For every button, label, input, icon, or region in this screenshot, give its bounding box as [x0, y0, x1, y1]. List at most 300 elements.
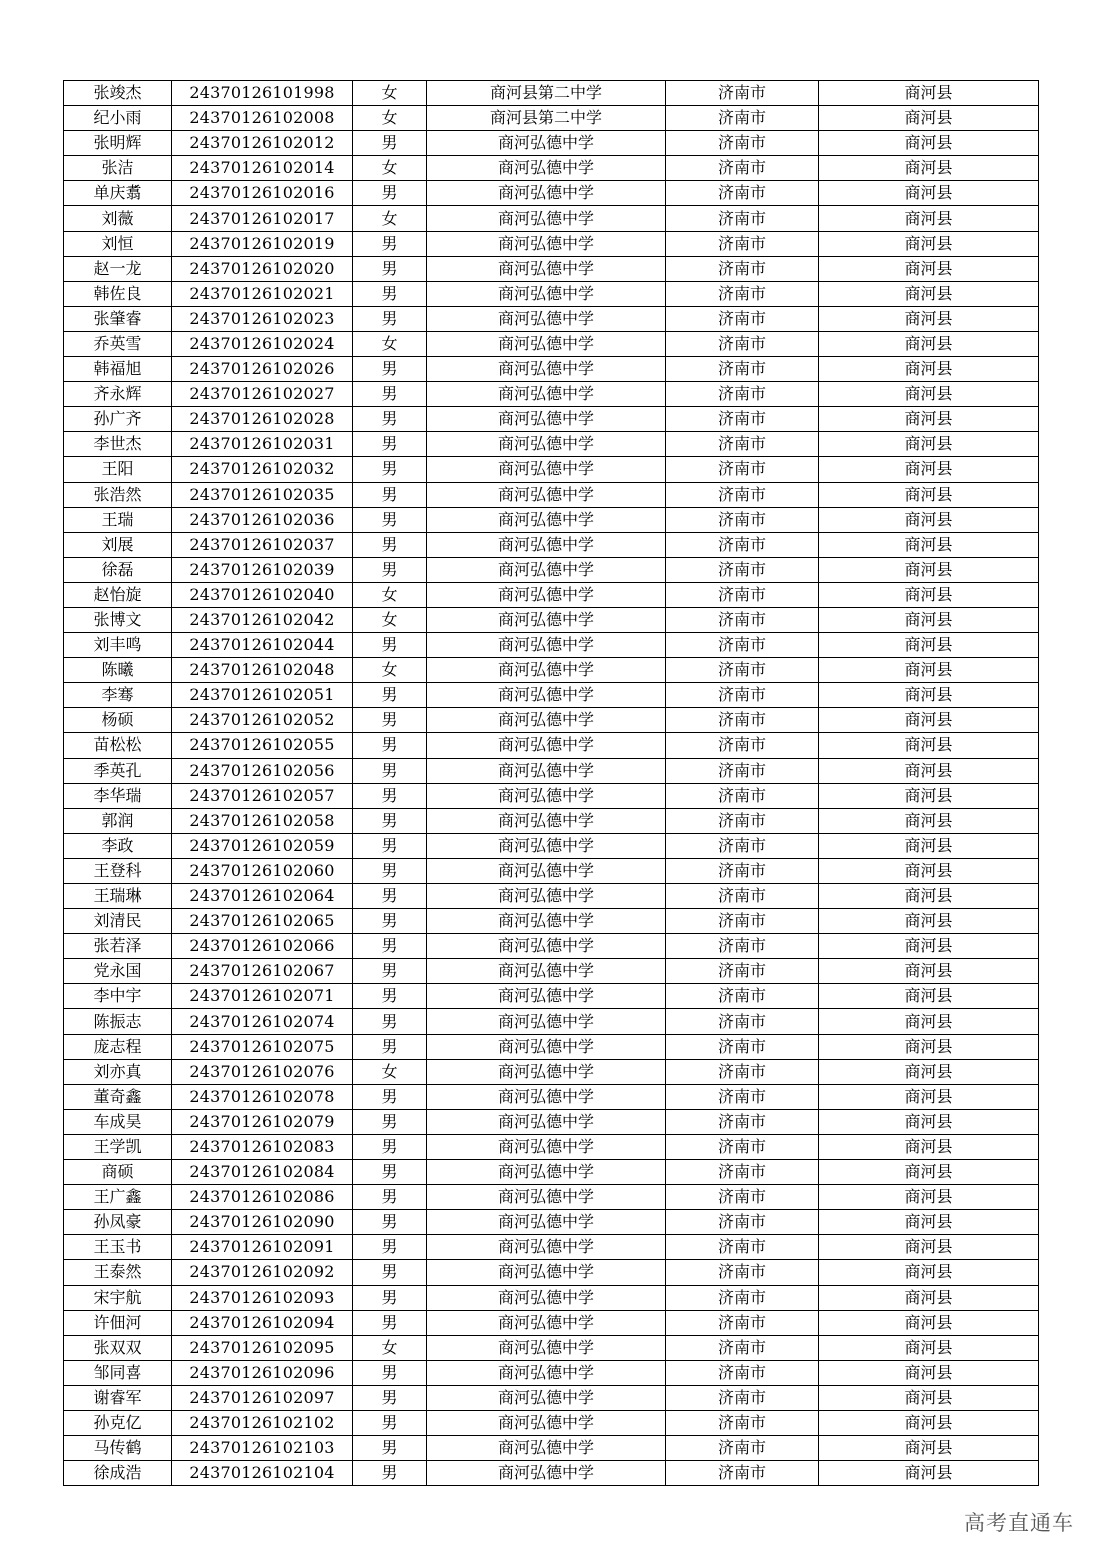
- table-row: [64, 658, 1039, 683]
- table-row: [64, 1360, 1039, 1385]
- city-cell: 济南市: [666, 81, 819, 106]
- county-cell: 商河县: [819, 1009, 1039, 1034]
- exam-number-cell: 24370126102028: [172, 407, 353, 432]
- exam-number-cell: 24370126102020: [172, 256, 353, 281]
- school-cell: 商河弘德中学: [427, 131, 666, 156]
- table-row: [64, 557, 1039, 582]
- county-cell: 商河县: [819, 1310, 1039, 1335]
- school-cell: 商河县第二中学: [427, 81, 666, 106]
- county-cell: 商河县: [819, 131, 1039, 156]
- school-cell: 商河弘德中学: [427, 206, 666, 231]
- table-row: [64, 231, 1039, 256]
- table-row: [64, 507, 1039, 532]
- name-cell: 陈振志: [64, 1009, 172, 1034]
- exam-number-cell: 24370126102102: [172, 1410, 353, 1435]
- gender-cell: 女: [353, 156, 427, 181]
- name-cell: 王阳: [64, 457, 172, 482]
- city-cell: 济南市: [666, 658, 819, 683]
- county-cell: 商河县: [819, 984, 1039, 1009]
- table-row: [64, 783, 1039, 808]
- table-row: [64, 582, 1039, 607]
- name-cell: 王广鑫: [64, 1185, 172, 1210]
- gender-cell: 男: [353, 482, 427, 507]
- table-row: [64, 81, 1039, 106]
- gender-cell: 男: [353, 833, 427, 858]
- county-cell: 商河县: [819, 959, 1039, 984]
- table-row: [64, 909, 1039, 934]
- name-cell: 刘亦真: [64, 1059, 172, 1084]
- gender-cell: 男: [353, 1436, 427, 1461]
- city-cell: 济南市: [666, 306, 819, 331]
- table-row: [64, 1009, 1039, 1034]
- exam-number-cell: 24370126102048: [172, 658, 353, 683]
- county-cell: 商河县: [819, 1185, 1039, 1210]
- gender-cell: 男: [353, 357, 427, 382]
- exam-number-cell: 24370126102076: [172, 1059, 353, 1084]
- city-cell: 济南市: [666, 909, 819, 934]
- gender-cell: 男: [353, 1235, 427, 1260]
- name-cell: 赵一龙: [64, 256, 172, 281]
- city-cell: 济南市: [666, 482, 819, 507]
- school-cell: 商河弘德中学: [427, 557, 666, 582]
- city-cell: 济南市: [666, 1360, 819, 1385]
- exam-number-cell: 24370126102093: [172, 1285, 353, 1310]
- county-cell: 商河县: [819, 1360, 1039, 1385]
- name-cell: 王学凯: [64, 1134, 172, 1159]
- gender-cell: 男: [353, 1260, 427, 1285]
- gender-cell: 男: [353, 1310, 427, 1335]
- city-cell: 济南市: [666, 357, 819, 382]
- table-row: [64, 1260, 1039, 1285]
- gender-cell: 男: [353, 231, 427, 256]
- table-row: [64, 1059, 1039, 1084]
- school-cell: 商河弘德中学: [427, 1360, 666, 1385]
- city-cell: 济南市: [666, 1185, 819, 1210]
- county-cell: 商河县: [819, 1385, 1039, 1410]
- county-cell: 商河县: [819, 783, 1039, 808]
- exam-number-cell: 24370126102008: [172, 106, 353, 131]
- table-row: [64, 758, 1039, 783]
- gender-cell: 女: [353, 206, 427, 231]
- table-row: [64, 1310, 1039, 1335]
- gender-cell: 男: [353, 1185, 427, 1210]
- county-cell: 商河县: [819, 306, 1039, 331]
- county-cell: 商河县: [819, 858, 1039, 883]
- gender-cell: 男: [353, 407, 427, 432]
- city-cell: 济南市: [666, 457, 819, 482]
- exam-number-cell: 24370126102027: [172, 382, 353, 407]
- county-cell: 商河县: [819, 457, 1039, 482]
- exam-number-cell: 24370126102051: [172, 683, 353, 708]
- gender-cell: 男: [353, 1461, 427, 1486]
- name-cell: 李华瑞: [64, 783, 172, 808]
- exam-number-cell: 24370126102042: [172, 607, 353, 632]
- gender-cell: 男: [353, 256, 427, 281]
- city-cell: 济南市: [666, 407, 819, 432]
- table-row: [64, 808, 1039, 833]
- school-cell: 商河弘德中学: [427, 231, 666, 256]
- school-cell: 商河弘德中学: [427, 884, 666, 909]
- name-cell: 韩佐良: [64, 281, 172, 306]
- school-cell: 商河弘德中学: [427, 1009, 666, 1034]
- gender-cell: 女: [353, 607, 427, 632]
- school-cell: 商河弘德中学: [427, 959, 666, 984]
- gender-cell: 女: [353, 81, 427, 106]
- city-cell: 济南市: [666, 884, 819, 909]
- table-row: [64, 482, 1039, 507]
- city-cell: 济南市: [666, 1385, 819, 1410]
- exam-number-cell: 24370126102017: [172, 206, 353, 231]
- county-cell: 商河县: [819, 1084, 1039, 1109]
- gender-cell: 男: [353, 457, 427, 482]
- name-cell: 孙克亿: [64, 1410, 172, 1435]
- table-row: [64, 607, 1039, 632]
- exam-number-cell: 24370126102016: [172, 181, 353, 206]
- school-cell: 商河弘德中学: [427, 407, 666, 432]
- student-roster-table: [63, 80, 1039, 1486]
- name-cell: 季英孔: [64, 758, 172, 783]
- gender-cell: 男: [353, 1385, 427, 1410]
- school-cell: 商河弘德中学: [427, 758, 666, 783]
- name-cell: 纪小雨: [64, 106, 172, 131]
- exam-number-cell: 24370126102097: [172, 1385, 353, 1410]
- table-row: [64, 181, 1039, 206]
- table-row: [64, 1084, 1039, 1109]
- name-cell: 苗松松: [64, 733, 172, 758]
- table-row: [64, 1160, 1039, 1185]
- table-row: [64, 1185, 1039, 1210]
- name-cell: 徐成浩: [64, 1461, 172, 1486]
- table-row: [64, 1134, 1039, 1159]
- county-cell: 商河县: [819, 1335, 1039, 1360]
- exam-number-cell: 24370126101998: [172, 81, 353, 106]
- table-row: [64, 1385, 1039, 1410]
- school-cell: 商河弘德中学: [427, 934, 666, 959]
- school-cell: 商河弘德中学: [427, 909, 666, 934]
- county-cell: 商河县: [819, 1210, 1039, 1235]
- table-row: [64, 1034, 1039, 1059]
- name-cell: 李世杰: [64, 432, 172, 457]
- gender-cell: 女: [353, 106, 427, 131]
- exam-number-cell: 24370126102079: [172, 1109, 353, 1134]
- name-cell: 郭润: [64, 808, 172, 833]
- table-row: [64, 1461, 1039, 1486]
- name-cell: 单庆翥: [64, 181, 172, 206]
- school-cell: 商河弘德中学: [427, 1160, 666, 1185]
- table-row: [64, 106, 1039, 131]
- city-cell: 济南市: [666, 783, 819, 808]
- city-cell: 济南市: [666, 959, 819, 984]
- exam-number-cell: 24370126102083: [172, 1134, 353, 1159]
- city-cell: 济南市: [666, 1210, 819, 1235]
- gender-cell: 男: [353, 1034, 427, 1059]
- table-row: [64, 959, 1039, 984]
- school-cell: 商河弘德中学: [427, 1210, 666, 1235]
- gender-cell: 男: [353, 1285, 427, 1310]
- exam-number-cell: 24370126102014: [172, 156, 353, 181]
- school-cell: 商河弘德中学: [427, 156, 666, 181]
- county-cell: 商河县: [819, 607, 1039, 632]
- gender-cell: 男: [353, 557, 427, 582]
- exam-number-cell: 24370126102039: [172, 557, 353, 582]
- county-cell: 商河县: [819, 1034, 1039, 1059]
- name-cell: 董奇鑫: [64, 1084, 172, 1109]
- city-cell: 济南市: [666, 1059, 819, 1084]
- exam-number-cell: 24370126102092: [172, 1260, 353, 1285]
- exam-number-cell: 24370126102060: [172, 858, 353, 883]
- county-cell: 商河县: [819, 507, 1039, 532]
- city-cell: 济南市: [666, 833, 819, 858]
- city-cell: 济南市: [666, 984, 819, 1009]
- city-cell: 济南市: [666, 808, 819, 833]
- city-cell: 济南市: [666, 1009, 819, 1034]
- gender-cell: 男: [353, 281, 427, 306]
- name-cell: 赵怡旋: [64, 582, 172, 607]
- city-cell: 济南市: [666, 1034, 819, 1059]
- name-cell: 李骞: [64, 683, 172, 708]
- city-cell: 济南市: [666, 934, 819, 959]
- name-cell: 孙凤豪: [64, 1210, 172, 1235]
- table-row: [64, 532, 1039, 557]
- table-row: [64, 131, 1039, 156]
- county-cell: 商河县: [819, 909, 1039, 934]
- school-cell: 商河弘德中学: [427, 181, 666, 206]
- gender-cell: 男: [353, 909, 427, 934]
- county-cell: 商河县: [819, 1436, 1039, 1461]
- name-cell: 刘薇: [64, 206, 172, 231]
- school-cell: 商河弘德中学: [427, 658, 666, 683]
- school-cell: 商河弘德中学: [427, 256, 666, 281]
- gender-cell: 男: [353, 733, 427, 758]
- gender-cell: 男: [353, 1210, 427, 1235]
- school-cell: 商河弘德中学: [427, 306, 666, 331]
- gender-cell: 女: [353, 1335, 427, 1360]
- table-row: [64, 1285, 1039, 1310]
- school-cell: 商河弘德中学: [427, 281, 666, 306]
- table-row: [64, 633, 1039, 658]
- exam-number-cell: 24370126102037: [172, 532, 353, 557]
- school-cell: 商河弘德中学: [427, 858, 666, 883]
- county-cell: 商河县: [819, 582, 1039, 607]
- gender-cell: 男: [353, 758, 427, 783]
- name-cell: 齐永辉: [64, 382, 172, 407]
- exam-number-cell: 24370126102052: [172, 708, 353, 733]
- county-cell: 商河县: [819, 432, 1039, 457]
- table-row: [64, 382, 1039, 407]
- city-cell: 济南市: [666, 382, 819, 407]
- school-cell: 商河弘德中学: [427, 683, 666, 708]
- gender-cell: 男: [353, 1084, 427, 1109]
- school-cell: 商河弘德中学: [427, 1436, 666, 1461]
- school-cell: 商河弘德中学: [427, 357, 666, 382]
- exam-number-cell: 24370126102019: [172, 231, 353, 256]
- table-row: [64, 1235, 1039, 1260]
- school-cell: 商河弘德中学: [427, 457, 666, 482]
- table-row: [64, 407, 1039, 432]
- county-cell: 商河县: [819, 1160, 1039, 1185]
- school-cell: 商河弘德中学: [427, 1410, 666, 1435]
- gender-cell: 男: [353, 683, 427, 708]
- county-cell: 商河县: [819, 708, 1039, 733]
- school-cell: 商河弘德中学: [427, 1335, 666, 1360]
- school-cell: 商河弘德中学: [427, 1285, 666, 1310]
- county-cell: 商河县: [819, 1134, 1039, 1159]
- name-cell: 张博文: [64, 607, 172, 632]
- county-cell: 商河县: [819, 181, 1039, 206]
- school-cell: 商河弘德中学: [427, 1461, 666, 1486]
- city-cell: 济南市: [666, 1436, 819, 1461]
- name-cell: 许佃河: [64, 1310, 172, 1335]
- county-cell: 商河县: [819, 407, 1039, 432]
- name-cell: 韩福旭: [64, 357, 172, 382]
- name-cell: 党永国: [64, 959, 172, 984]
- exam-number-cell: 24370126102059: [172, 833, 353, 858]
- table-row: [64, 1210, 1039, 1235]
- school-cell: 商河弘德中学: [427, 1235, 666, 1260]
- school-cell: 商河县第二中学: [427, 106, 666, 131]
- city-cell: 济南市: [666, 1134, 819, 1159]
- county-cell: 商河县: [819, 482, 1039, 507]
- county-cell: 商河县: [819, 1260, 1039, 1285]
- school-cell: 商河弘德中学: [427, 582, 666, 607]
- exam-number-cell: 24370126102040: [172, 582, 353, 607]
- exam-number-cell: 24370126102026: [172, 357, 353, 382]
- name-cell: 乔英雪: [64, 331, 172, 356]
- exam-number-cell: 24370126102064: [172, 884, 353, 909]
- county-cell: 商河县: [819, 1235, 1039, 1260]
- school-cell: 商河弘德中学: [427, 331, 666, 356]
- table-row: [64, 256, 1039, 281]
- table-row: [64, 281, 1039, 306]
- exam-number-cell: 24370126102090: [172, 1210, 353, 1235]
- city-cell: 济南市: [666, 507, 819, 532]
- exam-number-cell: 24370126102104: [172, 1461, 353, 1486]
- name-cell: 徐磊: [64, 557, 172, 582]
- school-cell: 商河弘德中学: [427, 1385, 666, 1410]
- school-cell: 商河弘德中学: [427, 382, 666, 407]
- city-cell: 济南市: [666, 1160, 819, 1185]
- city-cell: 济南市: [666, 1310, 819, 1335]
- name-cell: 王玉书: [64, 1235, 172, 1260]
- name-cell: 王泰然: [64, 1260, 172, 1285]
- school-cell: 商河弘德中学: [427, 984, 666, 1009]
- name-cell: 刘展: [64, 532, 172, 557]
- school-cell: 商河弘德中学: [427, 1034, 666, 1059]
- gender-cell: 男: [353, 1360, 427, 1385]
- city-cell: 济南市: [666, 557, 819, 582]
- city-cell: 济南市: [666, 1410, 819, 1435]
- name-cell: 张竣杰: [64, 81, 172, 106]
- city-cell: 济南市: [666, 256, 819, 281]
- city-cell: 济南市: [666, 532, 819, 557]
- table-row: [64, 934, 1039, 959]
- city-cell: 济南市: [666, 582, 819, 607]
- city-cell: 济南市: [666, 331, 819, 356]
- exam-number-cell: 24370126102094: [172, 1310, 353, 1335]
- county-cell: 商河县: [819, 557, 1039, 582]
- county-cell: 商河县: [819, 256, 1039, 281]
- exam-number-cell: 24370126102044: [172, 633, 353, 658]
- county-cell: 商河县: [819, 281, 1039, 306]
- city-cell: 济南市: [666, 1461, 819, 1486]
- name-cell: 马传鹤: [64, 1436, 172, 1461]
- exam-number-cell: 24370126102067: [172, 959, 353, 984]
- county-cell: 商河县: [819, 934, 1039, 959]
- name-cell: 商硕: [64, 1160, 172, 1185]
- name-cell: 谢睿军: [64, 1385, 172, 1410]
- county-cell: 商河县: [819, 884, 1039, 909]
- name-cell: 张明辉: [64, 131, 172, 156]
- school-cell: 商河弘德中学: [427, 532, 666, 557]
- city-cell: 济南市: [666, 708, 819, 733]
- city-cell: 济南市: [666, 1285, 819, 1310]
- city-cell: 济南市: [666, 683, 819, 708]
- county-cell: 商河县: [819, 106, 1039, 131]
- county-cell: 商河县: [819, 1109, 1039, 1134]
- table-row: [64, 432, 1039, 457]
- gender-cell: 男: [353, 959, 427, 984]
- gender-cell: 男: [353, 633, 427, 658]
- school-cell: 商河弘德中学: [427, 1310, 666, 1335]
- table-row: [64, 1436, 1039, 1461]
- city-cell: 济南市: [666, 281, 819, 306]
- name-cell: 宋宇航: [64, 1285, 172, 1310]
- school-cell: 商河弘德中学: [427, 1185, 666, 1210]
- county-cell: 商河县: [819, 1461, 1039, 1486]
- name-cell: 刘恒: [64, 231, 172, 256]
- table-row: [64, 306, 1039, 331]
- county-cell: 商河县: [819, 733, 1039, 758]
- name-cell: 孙广齐: [64, 407, 172, 432]
- city-cell: 济南市: [666, 858, 819, 883]
- gender-cell: 男: [353, 1109, 427, 1134]
- name-cell: 张肇睿: [64, 306, 172, 331]
- county-cell: 商河县: [819, 382, 1039, 407]
- school-cell: 商河弘德中学: [427, 1134, 666, 1159]
- exam-number-cell: 24370126102032: [172, 457, 353, 482]
- city-cell: 济南市: [666, 131, 819, 156]
- name-cell: 王瑞琳: [64, 884, 172, 909]
- name-cell: 庞志程: [64, 1034, 172, 1059]
- city-cell: 济南市: [666, 633, 819, 658]
- name-cell: 刘丰鸣: [64, 633, 172, 658]
- gender-cell: 男: [353, 858, 427, 883]
- city-cell: 济南市: [666, 733, 819, 758]
- school-cell: 商河弘德中学: [427, 607, 666, 632]
- name-cell: 车成昊: [64, 1109, 172, 1134]
- county-cell: 商河县: [819, 1059, 1039, 1084]
- exam-number-cell: 24370126102055: [172, 733, 353, 758]
- gender-cell: 男: [353, 382, 427, 407]
- county-cell: 商河县: [819, 231, 1039, 256]
- school-cell: 商河弘德中学: [427, 1084, 666, 1109]
- name-cell: 邹同喜: [64, 1360, 172, 1385]
- city-cell: 济南市: [666, 1335, 819, 1360]
- name-cell: 王登科: [64, 858, 172, 883]
- name-cell: 张若泽: [64, 934, 172, 959]
- county-cell: 商河县: [819, 683, 1039, 708]
- name-cell: 张浩然: [64, 482, 172, 507]
- exam-number-cell: 24370126102091: [172, 1235, 353, 1260]
- name-cell: 王瑞: [64, 507, 172, 532]
- exam-number-cell: 24370126102075: [172, 1034, 353, 1059]
- county-cell: 商河县: [819, 532, 1039, 557]
- county-cell: 商河县: [819, 808, 1039, 833]
- city-cell: 济南市: [666, 156, 819, 181]
- name-cell: 张洁: [64, 156, 172, 181]
- county-cell: 商河县: [819, 1410, 1039, 1435]
- exam-number-cell: 24370126102031: [172, 432, 353, 457]
